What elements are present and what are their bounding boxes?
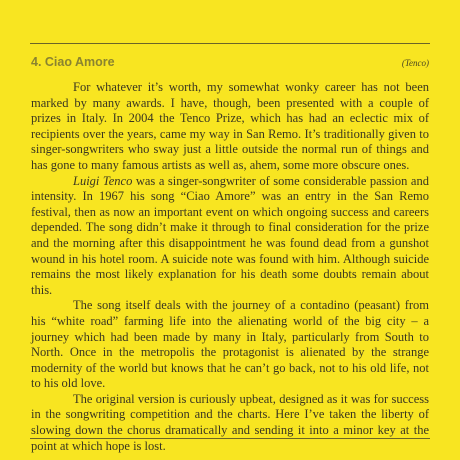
paragraph-4 [31, 392, 429, 454]
paragraph-1 [31, 80, 429, 174]
paragraph-3-text: The song itself deals with the journey of a contadino (peasant) from his “white road” farming life into the alienating world of the big city – a journey which had been made by many in Italy, particularly from South to North. Once in the metropolis the protagonist is alienated by the strange modernity of the world but knows that he can’t go back, not to his old life, not to his old love. [31, 298, 429, 391]
paragraph-1-text: For whatever it’s worth, my somewhat wonky career has not been marked by many awards. I have, though, been presented with a couple of prizes in Italy. In 2004 the Tenco Prize, which has had an eclectic mix of recipients over the years, came my way in San Remo. It’s traditionally given to singer-songwriters who sway just a little outside the normal run of things and has gone to many famous artists as well as, ahem, some more obscure ones. [31, 80, 429, 172]
paragraph-2 [31, 174, 429, 299]
paragraph-4-text: The original version is curiously upbeat, designed as it was for success in the songwriting competition and the charts. Here I’ve taken the liberty of slowing down the chorus dramatically and sending it into a minor key at the point at which hope is lost. [31, 391, 429, 453]
liner-notes-body [31, 80, 429, 454]
track-title: 4. Ciao Amore [31, 55, 115, 69]
top-divider [30, 43, 430, 44]
bottom-divider [30, 438, 430, 439]
paragraph-2-text: was a singer-songwriter of some considerable passion and intensity. In 1967 his song “Ciao Amore” was an entry in the San Remo festival, then as now an important event on which ongoing success and careers depended. The song didn’t make it through to final consideration for the prize and the morning after this disappointment he was found dead from a gunshot wound in his hotel room. A suicide note was found with him. Although suicide remains the most likely explanation for his death some doubts remain about this. [31, 173, 429, 297]
paragraph-3 [31, 298, 429, 392]
songwriter-credit: (Tenco) [401, 58, 429, 68]
paragraph-2-lead: Luigi Tenco [73, 173, 133, 188]
